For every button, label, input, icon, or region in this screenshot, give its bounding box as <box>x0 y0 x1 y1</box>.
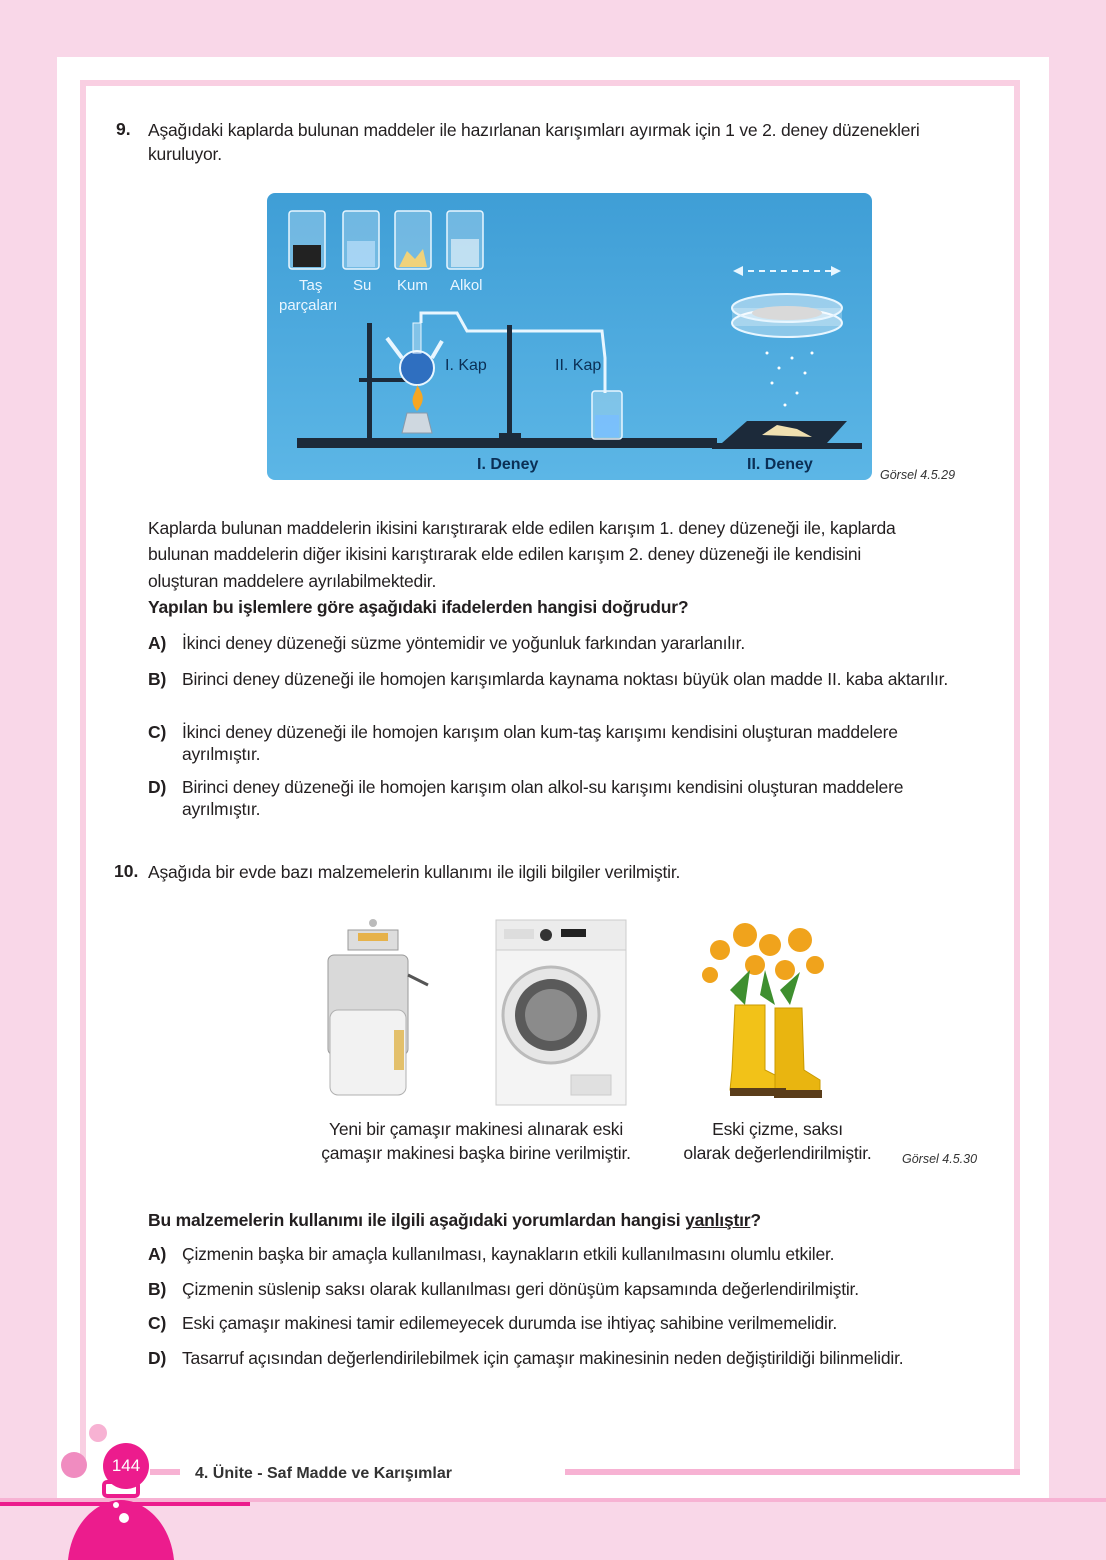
option-text: Eski çamaşır makinesi tamir edilemeyecek durumda ise ihtiyaç sahibine verilmemelidir. <box>182 1313 838 1333</box>
label-parcalari: parçaları <box>279 297 338 314</box>
option-text: Çizmenin süslenip saksı olarak kullanılması geri dönüşüm kapsamında değerlendirilmiştir. <box>182 1279 859 1299</box>
label-alkol: Alkol <box>450 277 483 294</box>
label-kap2: II. Kap <box>555 357 602 374</box>
q9-para-line1: Kaplarda bulunan maddelerin ikisini karıştırarak elde edilen karışım 1. deney düzeneği ile, kaplarda <box>148 518 896 538</box>
q10-number: 10. <box>114 861 139 881</box>
washing-machine-icon <box>476 915 636 1110</box>
option-label: A) <box>148 633 167 653</box>
q9-number: 9. <box>116 119 131 139</box>
q10-question <box>148 1208 761 1232</box>
unit-title: 4. Ünite - Saf Madde ve Karışımlar <box>195 1465 452 1482</box>
caption-boot-line2: olarak değerlendirilmiştir. <box>683 1143 872 1163</box>
label-su: Su <box>353 277 372 294</box>
old-washing-machine-image <box>318 915 434 1105</box>
caption-washing-line2: çamaşır makinesi başka birine verilmiştir. <box>321 1143 631 1163</box>
q9-para-line2: bulunan maddelerin diğer ikisini karıştırarak elde edilen karışım 2. deney düzeneği ile kendisini <box>148 544 862 564</box>
label-deney2: II. Deney <box>747 456 813 473</box>
old-washer-icon <box>318 915 434 1105</box>
boot-flower-icon <box>690 910 840 1110</box>
label-kap1: I. Kap <box>445 357 487 374</box>
q10-question-prefix: Bu malzemelerin kullanımı ile ilgili aşağıdaki yorumlardan hangisi <box>148 1210 686 1230</box>
caption-washing-line1: Yeni bir çamaşır makinesi alınarak eski <box>328 1119 624 1139</box>
new-washing-machine-image <box>476 915 636 1110</box>
option-label: D) <box>148 1348 167 1368</box>
q9-option-a[interactable] <box>148 632 998 654</box>
option-text: Birinci deney düzeneği ile homojen karışımlarda kaynama noktası büyük olan madde II. kaba aktarılır. <box>182 669 948 689</box>
option-label: C) <box>148 722 167 742</box>
option-label: D) <box>148 777 167 797</box>
q10-question-underlined: yanlıştır <box>685 1210 751 1230</box>
q10-stem: Aşağıda bir evde bazı malzemelerin kullanımı ile ilgili bilgiler verilmiştir. <box>148 862 681 882</box>
q9-option-b[interactable] <box>148 668 998 690</box>
q10-option-d[interactable] <box>148 1347 998 1369</box>
q10-question-suffix: ? <box>750 1210 761 1230</box>
figure-caption-q9: Görsel 4.5.29 <box>880 468 956 482</box>
label-tas: Taş <box>299 277 323 294</box>
label-deney1: I. Deney <box>477 456 539 473</box>
option-label: B) <box>148 669 167 689</box>
figure-caption-q10: Görsel 4.5.30 <box>902 1152 978 1166</box>
option-text: Tasarruf açısından değerlendirilebilmek için çamaşır makinesinin neden değiştirildiği bilinmelidir. <box>182 1348 904 1368</box>
q9-stem-line1: Aşağıdaki kaplarda bulunan maddeler ile hazırlanan karışımları ayırmak için 1 ve 2. deney düzenekleri <box>148 120 920 140</box>
option-label: A) <box>148 1244 167 1264</box>
label-kum: Kum <box>397 277 428 294</box>
option-text: İkinci deney düzeneği ile homojen karışım olan kum-taş karışımı kendisini oluşturan maddelere ayrılmıştır. <box>182 722 898 764</box>
apparatus-drawing <box>267 193 872 480</box>
option-text: Birinci deney düzeneği ile homojen karışım olan alkol-su karışımı kendisini oluşturan maddelere ayrılmıştır. <box>182 777 904 819</box>
page-number: 144 <box>103 1443 149 1489</box>
option-label: B) <box>148 1279 167 1299</box>
boot-planter-image <box>690 910 840 1110</box>
q9-experiment-figure <box>267 193 872 480</box>
option-text: İkinci deney düzeneği süzme yöntemidir ve yoğunluk farkından yararlanılır. <box>182 633 746 653</box>
q9-question: Yapılan bu işlemlere göre aşağıdaki ifadelerden hangisi doğrudur? <box>148 597 689 617</box>
q9-option-d[interactable] <box>148 776 998 820</box>
q10-option-b[interactable] <box>148 1278 998 1300</box>
option-text: Çizmenin başka bir amaçla kullanılması, kaynakların etkili kullanılmasını olumlu etkiler. <box>182 1244 835 1264</box>
q9-option-c[interactable] <box>148 721 998 765</box>
q9-stem-line2: kuruluyor. <box>148 144 222 164</box>
q9-para-line3: oluşturan maddelere ayrılabilmektedir. <box>148 571 437 591</box>
caption-boot-line1: Eski çizme, saksı <box>712 1119 843 1139</box>
q10-option-c[interactable] <box>148 1312 998 1334</box>
option-label: C) <box>148 1313 167 1333</box>
q10-option-a[interactable] <box>148 1243 998 1265</box>
